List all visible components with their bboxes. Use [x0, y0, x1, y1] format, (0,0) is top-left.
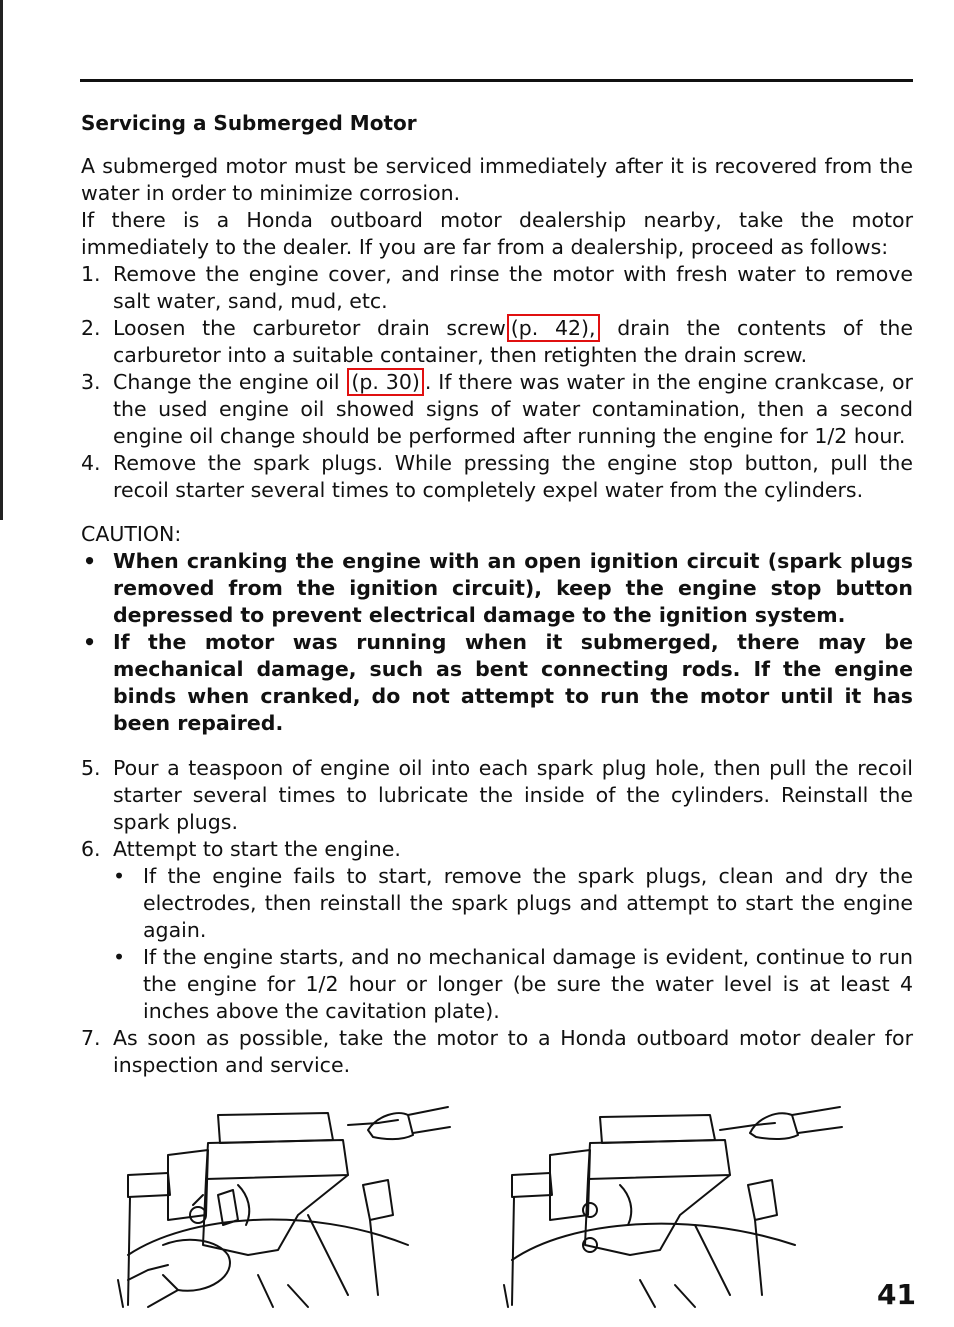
step-text: Remove the engine cover, and rinse the motor with fresh water to remove salt water, sand, mud, etc. [113, 262, 913, 313]
caution-title: CAUTION: [81, 522, 182, 546]
step-number: 7. [81, 1026, 101, 1050]
step-text [113, 315, 913, 369]
page-content [81, 110, 913, 1079]
steps-list-continued [81, 755, 913, 1079]
section-heading: Servicing a Submerged Motor [81, 111, 417, 135]
caution-list [81, 548, 913, 737]
caution-item [81, 548, 913, 629]
scan-edge-line [0, 0, 3, 520]
top-rule [80, 79, 913, 82]
step-text: Remove the spark plugs. While pressing the engine stop button, pull the recoil starter several times to completely expel water from the cylinders. [113, 451, 913, 502]
step-number: 3. [81, 370, 101, 394]
step-text-post: drain the contents of the carburetor into a suitable container, then retighten the drain screw. [113, 316, 913, 367]
intro-paragraph-1: A submerged motor must be serviced immediately after it is recovered from the water in order to minimize corrosion. [81, 154, 913, 205]
step-text: Pour a teaspoon of engine oil into each spark plug hole, then pull the recoil starter several times to lubricate the inside of the cylinders. Reinstall the spark plugs. [113, 756, 913, 834]
spark-plug-install-illustration [500, 1095, 845, 1310]
caution-text: When cranking the engine with an open ignition circuit (spark plugs removed from the ignition circuit), keep the engine stop button depressed to prevent electrical damage to the ignition system. [113, 549, 913, 627]
step-text [113, 836, 913, 1025]
sub-item [113, 863, 913, 944]
page-reference-link[interactable]: (p. 30) [347, 368, 423, 396]
caution-text: If the motor was running when it submerged, there may be mechanical damage, such as bent connecting rods. If the engine binds when cranked, do not attempt to run the motor until it has been repaired. [113, 630, 913, 735]
step-item [81, 755, 913, 836]
step-text-main: Attempt to start the engine. [113, 837, 401, 861]
sub-item-text: If the engine starts, and no mechanical damage is evident, continue to run the engine for 1/2 hour or longer (be sure the water level is at least 4 inches above the cavitation plate). [143, 945, 913, 1023]
bullet-icon: • [113, 864, 126, 888]
page-number: 41 [877, 1278, 916, 1311]
step6-sublist [113, 863, 913, 1025]
step-number: 1. [81, 262, 101, 286]
intro-paragraph-2: If there is a Honda outboard motor dealership nearby, take the motor immediately to the dealer. If you are far from a dealership, proceed as follows: [81, 208, 913, 259]
step-text: As soon as possible, take the motor to a Honda outboard motor dealer for inspection and service. [113, 1026, 913, 1077]
step-number: 5. [81, 756, 101, 780]
step-item [81, 836, 913, 1025]
step-number: 2. [81, 316, 101, 340]
step-text-post: . If there was water in the engine crankcase, or the used engine oil showed signs of water contamination, then a second engine oil change should be performed after running the engine for 1/2 hour. [113, 370, 913, 448]
bullet-icon: • [113, 945, 126, 969]
step-item [81, 1025, 913, 1079]
step-text-pre: Loosen the carburetor drain screw [113, 316, 506, 340]
step-text-pre: Change the engine oil [113, 370, 347, 394]
step-number: 4. [81, 451, 101, 475]
sub-item-text: If the engine fails to start, remove the spark plugs, clean and dry the electrodes, then reinstall the spark plugs and attempt to start the engine again. [143, 864, 913, 942]
step-item [81, 261, 913, 315]
sub-item [113, 944, 913, 1025]
caution-item [81, 629, 913, 737]
step-number: 6. [81, 837, 101, 861]
step-item [81, 369, 913, 450]
step-item [81, 450, 913, 504]
bullet-icon: • [83, 549, 97, 573]
bullet-icon: • [83, 630, 97, 654]
steps-list [81, 261, 913, 504]
step-item [81, 315, 913, 369]
step-text [113, 369, 913, 450]
spark-plug-removal-illustration [108, 1095, 453, 1310]
page-reference-link[interactable]: (p. 42), [507, 314, 600, 342]
